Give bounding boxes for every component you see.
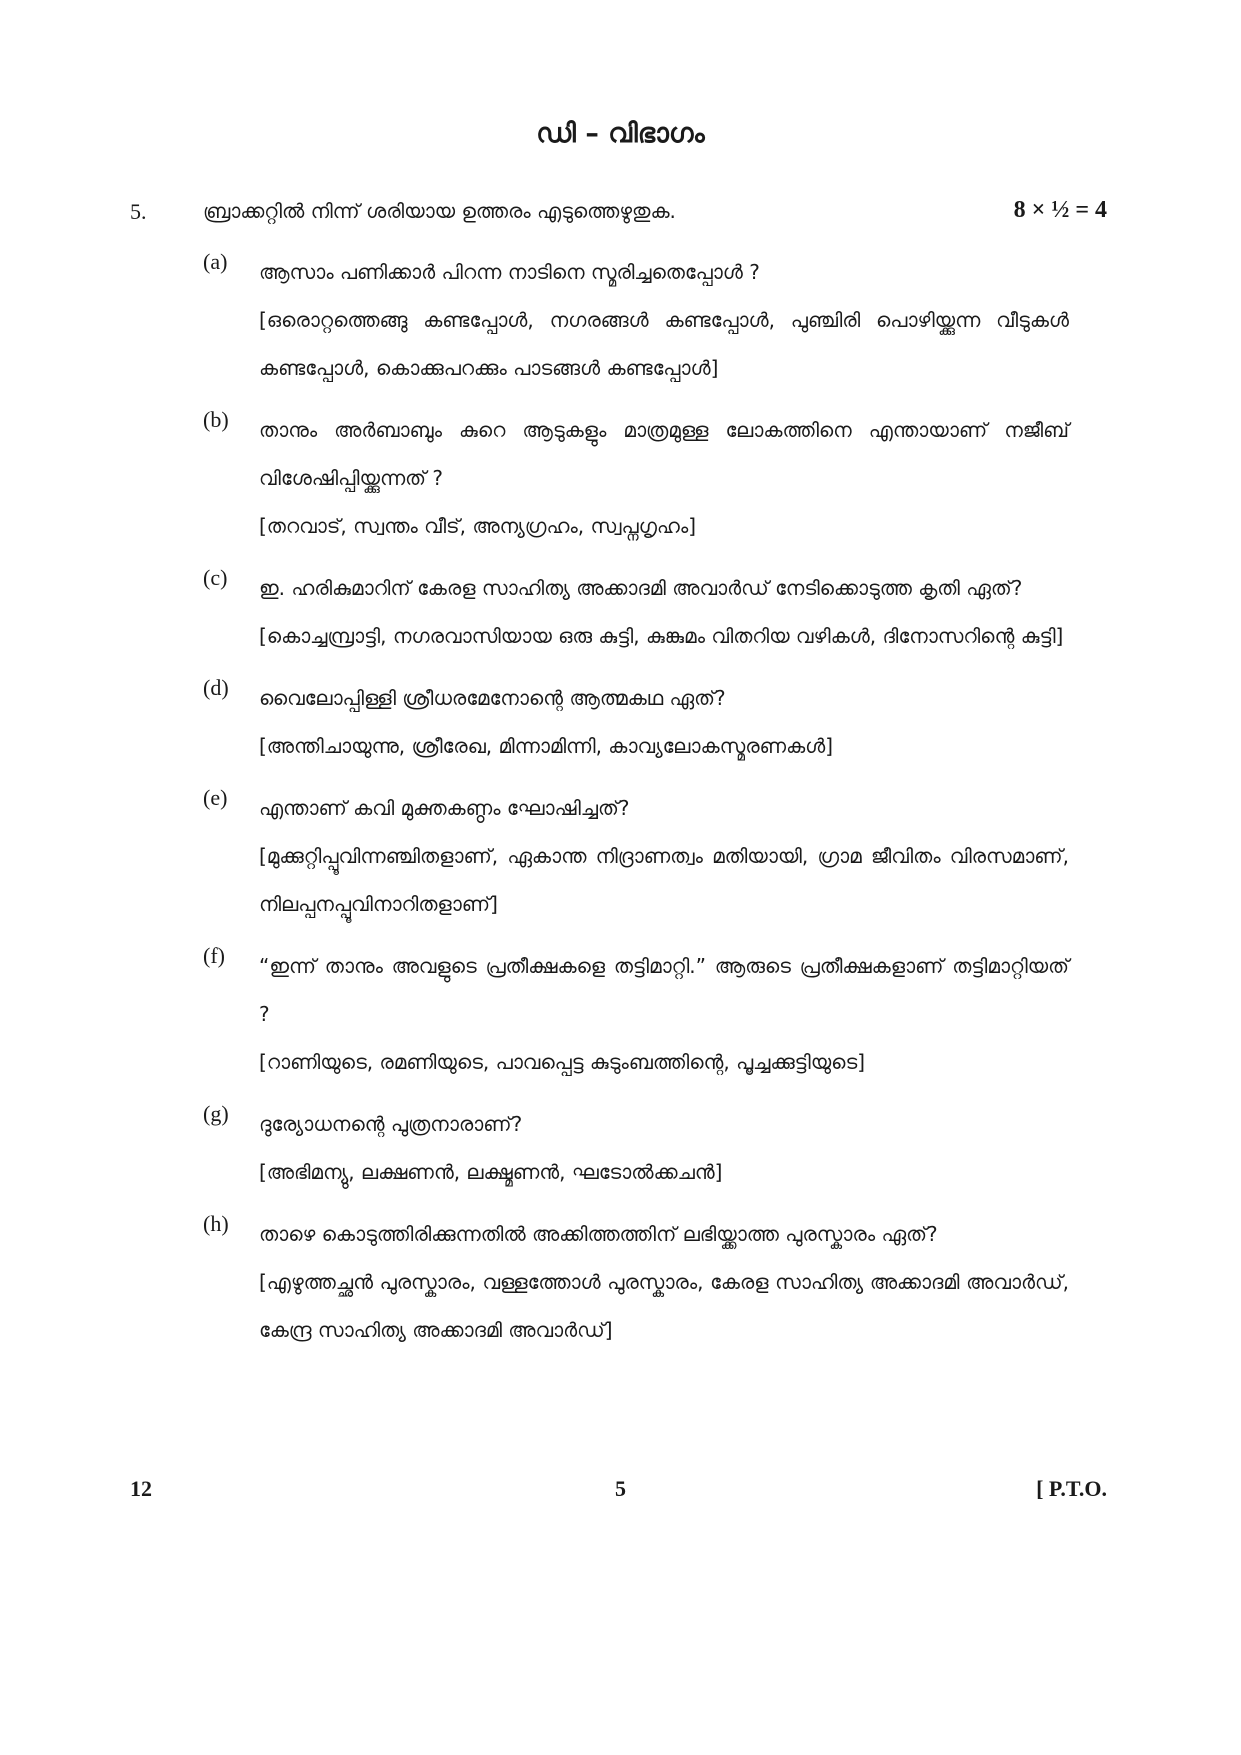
item-label: (c)	[203, 565, 228, 590]
item-question: താഴെ കൊടുത്തിരിക്കുന്നതിൽ അക്കിത്തത്തിന് ലഭിയ്ക്കാത്ത പുരസ്കാരം ഏത്?	[259, 1222, 938, 1246]
question-item-c	[0, 564, 1241, 660]
item-question: “ഇന്ന് താനും അവളുടെ പ്രതീക്ഷകളെ തട്ടിമാറ്റി.” ആരുടെ പ്രതീക്ഷകളാണ് തട്ടിമാറ്റിയത് ?	[259, 954, 1069, 1026]
item-question: ആസാം പണിക്കാർ പിറന്ന നാടിനെ സ്മരിച്ചതെപ്പോൾ ?	[259, 260, 760, 284]
question-marks: 8 × ½ = 4	[1013, 197, 1107, 223]
item-options: [റാണിയുടെ, രമണിയുടെ, പാവപ്പെട്ട കുടുംബത്തിന്റെ, പൂച്ചക്കുട്ടിയുടെ]	[259, 1050, 866, 1074]
item-question: വൈലോപ്പിള്ളി ശ്രീധരമേനോന്റെ ആത്മകഥ ഏത്?	[259, 686, 726, 710]
page-number: 5	[615, 1476, 626, 1501]
question-item-f	[0, 942, 1241, 1086]
question-items	[0, 249, 1241, 1378]
item-options: [അഭിമന്യു, ലക്ഷണൻ, ലക്ഷ്മണൻ, ഘടോൽക്കചൻ]	[259, 1160, 723, 1184]
question-item-g	[0, 1100, 1241, 1196]
question-paper-code: 12	[130, 1476, 152, 1501]
question-item-h	[0, 1210, 1241, 1354]
item-options: [എഴുത്തച്ഛൻ പുരസ്കാരം, വള്ളത്തോൾ പുരസ്കാരം, കേരള സാഹിത്യ അക്കാദമി അവാർഡ്, കേന്ദ്ര സാഹിത്യ അക്കാദമി അവാർഡ്]	[259, 1270, 1069, 1342]
item-options: [മുക്കുറ്റിപ്പൂവിന്നഞ്ചിതളാണ്, ഏകാന്ത നിദ്രാണത്വം മതിയായി, ഗ്രാമ ജീവിതം വിരസമാണ്, നിലപ്പനപ്പൂവിനാറിതളാണ്]	[259, 844, 1069, 916]
item-question: എന്താണ് കവി മുക്തകണ്ഠം ഘോഷിച്ചത്?	[259, 796, 630, 820]
section-title: ഡി – വിഭാഗം	[536, 118, 705, 149]
question-number: 5.	[130, 199, 147, 224]
item-question: താനും അർബാബും കുറെ ആടുകളും മാത്രമുള്ള ലോകത്തിനെ എന്തായാണ് നജീബ് വിശേഷിപ്പിയ്ക്കുന്നത് ?	[259, 418, 1069, 490]
question-item-e	[0, 784, 1241, 928]
please-turn-over: [ P.T.O.	[1036, 1476, 1107, 1501]
item-options: [തറവാട്, സ്വന്തം വീട്, അന്യഗ്രഹം, സ്വപ്നഗൃഹം]	[259, 514, 697, 538]
item-label: (a)	[203, 249, 228, 274]
item-label: (f)	[203, 943, 225, 968]
item-label: (d)	[203, 675, 229, 700]
question-instruction: ബ്രാക്കറ്റിൽ നിന്ന് ശരിയായ ഉത്തരം എടുത്തെഴുതുക.	[203, 199, 676, 223]
item-options: [ഒരൊറ്റത്തെങ്ങു കണ്ടപ്പോൾ, നഗരങ്ങൾ കണ്ടപ്പോൾ, പുഞ്ചിരി പൊഴിയ്ക്കുന്ന വീടുകൾ കണ്ടപ്പോൾ, കൊക്കുപറക്കും പാടങ്ങൾ കണ്ടപ്പോൾ]	[259, 308, 1069, 380]
item-question: ദുര്യോധനന്റെ പുത്രനാരാണ്?	[259, 1112, 523, 1136]
item-label: (e)	[203, 785, 228, 810]
item-label: (b)	[203, 407, 229, 432]
question-item-a	[0, 248, 1241, 392]
item-label: (g)	[203, 1101, 229, 1126]
question-item-d	[0, 674, 1241, 770]
item-label: (h)	[203, 1211, 229, 1236]
item-options: [കൊച്ചമ്പ്രാട്ടി, നഗരവാസിയായ ഒരു കുട്ടി, കുങ്കുമം വിതറിയ വഴികൾ, ദിനോസറിന്റെ കുട്ടി]	[259, 624, 1064, 648]
question-item-b	[0, 406, 1241, 550]
item-options: [അന്തിചായുന്നു, ശ്രീരേഖ, മിന്നാമിന്നി, കാവ്യലോകസ്മരണകൾ]	[259, 734, 834, 758]
item-question: ഇ. ഹരികുമാറിന് കേരള സാഹിത്യ അക്കാദമി അവാർഡ് നേടിക്കൊടുത്ത കൃതി ഏത്?	[259, 576, 1023, 600]
